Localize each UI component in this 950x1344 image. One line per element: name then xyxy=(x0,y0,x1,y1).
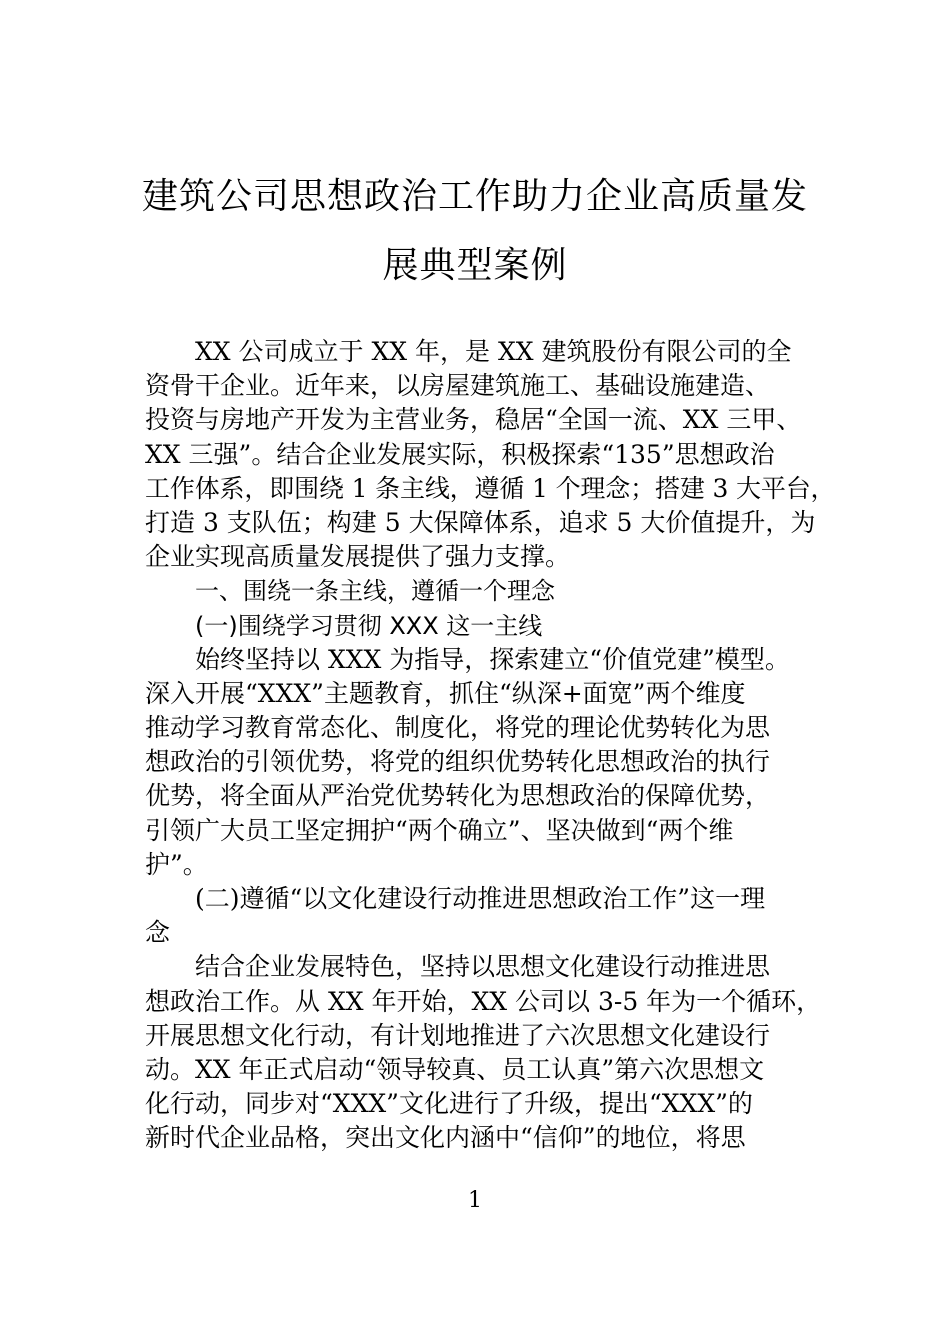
body-text-line: 工作体系，即围绕 1 条主线，遵循 1 个理念；搭建 3 大平台， xyxy=(145,473,836,503)
body-text-line: (二)遵循“以文化建设行动推进思想政治工作”这一理 xyxy=(195,884,766,913)
body-text-line: XX 三强”。结合企业发展实际，积极探索“135”思想政治 xyxy=(145,439,775,469)
section-heading: 一、围绕一条主线，遵循一个理念 xyxy=(195,577,555,606)
body-text-line: 资骨干企业。近年来，以房屋建筑施工、基础设施建造、 xyxy=(145,371,771,401)
body-text-line: XX 公司成立于 XX 年，是 XX 建筑股份有限公司的全 xyxy=(195,337,792,366)
body-text-line: 优势，将全面从严治党优势转化为思想政治的保障优势， xyxy=(145,781,771,811)
body-text-line: 企业实现高质量发展提供了强力支撑。 xyxy=(145,542,571,572)
body-text-line: 想政治工作。从 XX 年开始，XX 公司以 3-5 年为一个循环， xyxy=(145,986,822,1016)
body-text-line: 念 xyxy=(145,918,171,948)
document-title-line-2: 展典型案例 xyxy=(382,245,568,286)
body-text-line: 投资与房地产开发为主营业务，稳居“全国一流、XX 三甲、 xyxy=(145,405,802,435)
body-text-line: 打造 3 支队伍；构建 5 大保障体系，追求 5 大价值提升，为 xyxy=(145,507,816,537)
body-text-line: 推动学习教育常态化、制度化，将党的理论优势转化为思 xyxy=(145,713,771,743)
body-text-line: 动。XX 年正式启动“领导较真、员工认真”第六次思想文 xyxy=(145,1054,765,1084)
document-body xyxy=(145,335,835,1156)
section-heading: (一)围绕学习贯彻 XXX 这一主线 xyxy=(195,611,543,640)
body-text-line: 护”。 xyxy=(145,849,208,879)
page-number: 1 xyxy=(468,1188,482,1213)
body-text-line: 引领广大员工坚定拥护“两个确立”、坚决做到“两个维 xyxy=(145,815,734,845)
body-text-line: 新时代企业品格，突出文化内涵中“信仰”的地位，将思 xyxy=(145,1123,746,1153)
body-text-line: 始终坚持以 XXX 为指导，探索建立“价值党建”模型。 xyxy=(195,644,790,674)
body-text-line: 化行动，同步对“XXX”文化进行了升级，提出“XXX”的 xyxy=(145,1089,753,1119)
body-text-line: 深入开展“XXX”主题教育，抓住“纵深+面宽”两个维度 xyxy=(145,678,746,708)
body-text-line: 结合企业发展特色，坚持以思想文化建设行动推进思 xyxy=(195,952,771,982)
body-text-line: 想政治的引领优势，将党的组织优势转化思想政治的执行 xyxy=(145,747,771,777)
document-title-line-1: 建筑公司思想政治工作助力企业高质量发 xyxy=(141,176,808,217)
body-text-line: 开展思想文化行动，有计划地推进了六次思想文化建设行 xyxy=(145,1020,771,1050)
